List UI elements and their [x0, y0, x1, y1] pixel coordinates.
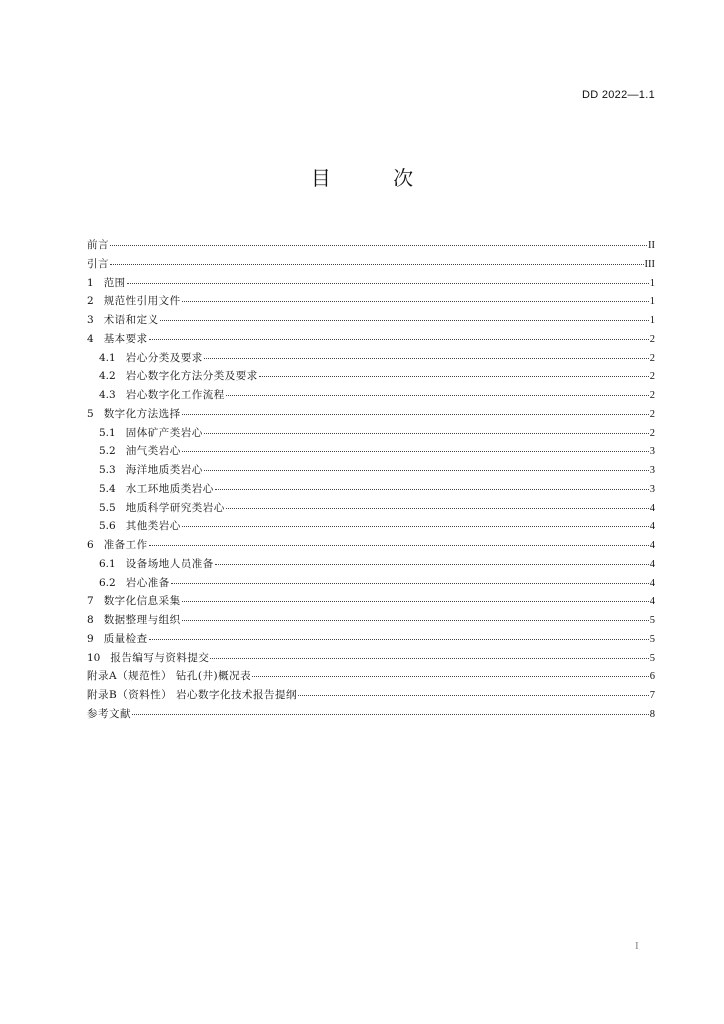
- toc-entry-number: 1: [87, 276, 94, 289]
- toc-entry[interactable]: [87, 330, 655, 349]
- toc-entry-page: 2: [649, 408, 655, 420]
- toc-entry-title: 参考文献: [87, 707, 131, 720]
- toc-dot-leader: [149, 338, 649, 340]
- toc-entry-number: 6.2: [99, 576, 116, 589]
- toc-entry-title: 岩心数字化方法分类及要求: [125, 370, 258, 383]
- toc-dot-leader: [182, 600, 649, 602]
- toc-entry-title: 海洋地质类岩心: [125, 464, 203, 476]
- toc-entry-number: 5.6: [99, 520, 116, 533]
- toc-entry[interactable]: [87, 630, 655, 649]
- toc-entry-number: 4.3: [99, 389, 116, 401]
- toc-entry-page: 3: [649, 483, 655, 495]
- toc-entry-title: 质量检查: [103, 632, 148, 645]
- toc-dot-leader: [226, 394, 649, 396]
- toc-dot-leader: [127, 282, 649, 284]
- toc-entry-number: 4.1: [99, 351, 116, 364]
- toc-entry-page: 5: [649, 615, 655, 626]
- toc-dot-leader: [182, 413, 649, 415]
- toc-entry-page: 7: [649, 690, 655, 701]
- toc-entry-page: 2: [649, 371, 655, 383]
- toc-entry-page: 1: [649, 296, 655, 308]
- toc-entry-number: 6.1: [99, 557, 116, 570]
- page-number: I: [635, 940, 639, 952]
- toc-dot-leader: [210, 657, 648, 659]
- toc-entry-number: 7: [87, 595, 94, 608]
- toc-entry-number: 5.5: [99, 501, 116, 514]
- toc-entry[interactable]: [87, 292, 655, 311]
- toc-entry-page: 3: [649, 446, 655, 458]
- toc-entry[interactable]: [87, 517, 655, 536]
- toc-entry[interactable]: [87, 311, 655, 330]
- toc-entry-number: 10: [87, 651, 101, 664]
- toc-dot-leader: [204, 432, 649, 434]
- toc-entry-title: 岩心准备: [125, 576, 170, 589]
- toc-entry-number: 8: [87, 614, 94, 626]
- toc-entry-page: 2: [649, 427, 655, 439]
- toc-entry-title: 前言: [87, 239, 109, 251]
- toc-dot-leader: [132, 713, 649, 715]
- toc-entry[interactable]: [87, 649, 655, 668]
- toc-entry-title: 其他类岩心: [125, 520, 181, 533]
- toc-dot-leader: [204, 357, 649, 359]
- toc-entry[interactable]: [87, 405, 655, 424]
- toc-entry-number: 3: [87, 314, 94, 326]
- toc-entry-title: 引言: [87, 257, 109, 270]
- toc-entry-page: II: [648, 240, 655, 251]
- toc-entry-title: 地质科学研究类岩心: [125, 501, 225, 514]
- toc-entry[interactable]: [87, 574, 655, 593]
- toc-entry[interactable]: [87, 461, 655, 480]
- toc-dot-leader: [182, 619, 649, 621]
- toc-entry-number: 5.4: [99, 482, 116, 495]
- toc-entry-title: 报告编写与资料提交: [110, 651, 210, 664]
- toc-dot-leader: [252, 675, 649, 677]
- toc-entry-title: 附录A（规范性） 钻孔(井)概况表: [87, 670, 252, 683]
- toc-entry-page: 2: [649, 390, 655, 401]
- toc-dot-leader: [182, 525, 649, 527]
- toc-entry-title: 数据整理与组织: [103, 614, 181, 626]
- toc-entry[interactable]: [87, 442, 655, 461]
- toc-entry[interactable]: [87, 555, 655, 574]
- toc-entry-title: 准备工作: [103, 539, 148, 551]
- toc-dot-leader: [204, 469, 649, 471]
- toc-dot-leader: [215, 488, 649, 490]
- toc-entry-page: 6: [649, 671, 655, 683]
- toc-entry-page: III: [644, 258, 655, 270]
- toc-entry-number: 6: [87, 539, 94, 551]
- toc-entry-number: 4.2: [99, 370, 116, 383]
- toc-dot-leader: [226, 507, 649, 509]
- toc-dot-leader: [110, 244, 647, 246]
- toc-entry-number: 5.2: [99, 445, 116, 458]
- toc-title: 目 次: [310, 166, 442, 190]
- toc-dot-leader: [149, 544, 649, 546]
- toc-entry-title: 岩心分类及要求: [125, 351, 203, 364]
- toc-entry-page: 5: [649, 652, 655, 664]
- toc-entry[interactable]: [87, 686, 655, 705]
- toc-entry-number: 5.3: [99, 464, 116, 476]
- toc-entry[interactable]: [87, 480, 655, 499]
- table-of-contents: [87, 236, 655, 724]
- toc-entry-title: 固体矿产类岩心: [125, 426, 203, 439]
- toc-entry-title: 规范性引用文件: [103, 295, 181, 308]
- toc-entry-page: 4: [649, 558, 655, 570]
- toc-dot-leader: [298, 694, 649, 696]
- toc-entry[interactable]: [87, 367, 655, 386]
- toc-entry-page: 4: [649, 596, 655, 608]
- toc-entry-title: 数字化信息采集: [103, 595, 181, 608]
- toc-dot-leader: [182, 300, 649, 302]
- toc-entry[interactable]: [87, 255, 655, 274]
- toc-entry-page: 8: [649, 708, 655, 720]
- toc-entry[interactable]: [87, 386, 655, 405]
- toc-entry-number: 2: [87, 295, 94, 308]
- toc-entry-page: 4: [649, 502, 655, 514]
- toc-entry[interactable]: [87, 536, 655, 555]
- toc-entry[interactable]: [87, 274, 655, 293]
- toc-entry-page: 2: [649, 333, 655, 345]
- toc-dot-leader: [171, 582, 649, 584]
- toc-entry-page: 4: [649, 577, 655, 589]
- toc-entry-number: 5.1: [99, 426, 116, 439]
- toc-entry-page: 1: [649, 277, 655, 289]
- toc-entry[interactable]: [87, 349, 655, 368]
- toc-dot-leader: [110, 263, 644, 265]
- toc-dot-leader: [215, 563, 649, 565]
- toc-dot-leader: [160, 319, 649, 321]
- toc-dot-leader: [259, 375, 649, 377]
- toc-entry-page: 1: [649, 315, 655, 326]
- toc-entry-title: 范围: [103, 276, 126, 289]
- toc-entry-title: 岩心数字化工作流程: [125, 389, 225, 401]
- toc-entry-title: 油气类岩心: [125, 445, 181, 458]
- toc-entry-page: 2: [649, 352, 655, 364]
- toc-entry[interactable]: [87, 705, 655, 724]
- toc-entry[interactable]: [87, 592, 655, 611]
- toc-entry[interactable]: [87, 667, 655, 686]
- toc-entry-title: 基本要求: [103, 332, 148, 345]
- document-code: DD 2022—1.1: [581, 89, 655, 101]
- toc-entry-title: 附录B（资料性） 岩心数字化技术报告提纲: [87, 689, 298, 701]
- toc-entry-page: 4: [649, 540, 655, 551]
- toc-entry-title: 水工环地质类岩心: [125, 482, 214, 495]
- toc-entry[interactable]: [87, 236, 655, 255]
- toc-entry-page: 4: [649, 521, 655, 533]
- toc-entry-title: 设备场地人员准备: [125, 557, 214, 570]
- toc-dot-leader: [149, 638, 649, 640]
- toc-entry-title: 数字化方法选择: [103, 407, 181, 420]
- toc-dot-leader: [182, 450, 649, 452]
- toc-entry-page: 3: [649, 465, 655, 476]
- toc-entry[interactable]: [87, 499, 655, 518]
- toc-entry-number: 4: [87, 332, 94, 345]
- toc-entry-page: 5: [649, 633, 655, 645]
- toc-entry[interactable]: [87, 424, 655, 443]
- toc-entry-title: 术语和定义: [103, 314, 159, 326]
- toc-entry[interactable]: [87, 611, 655, 630]
- toc-entry-number: 5: [87, 407, 94, 420]
- toc-entry-number: 9: [87, 632, 94, 645]
